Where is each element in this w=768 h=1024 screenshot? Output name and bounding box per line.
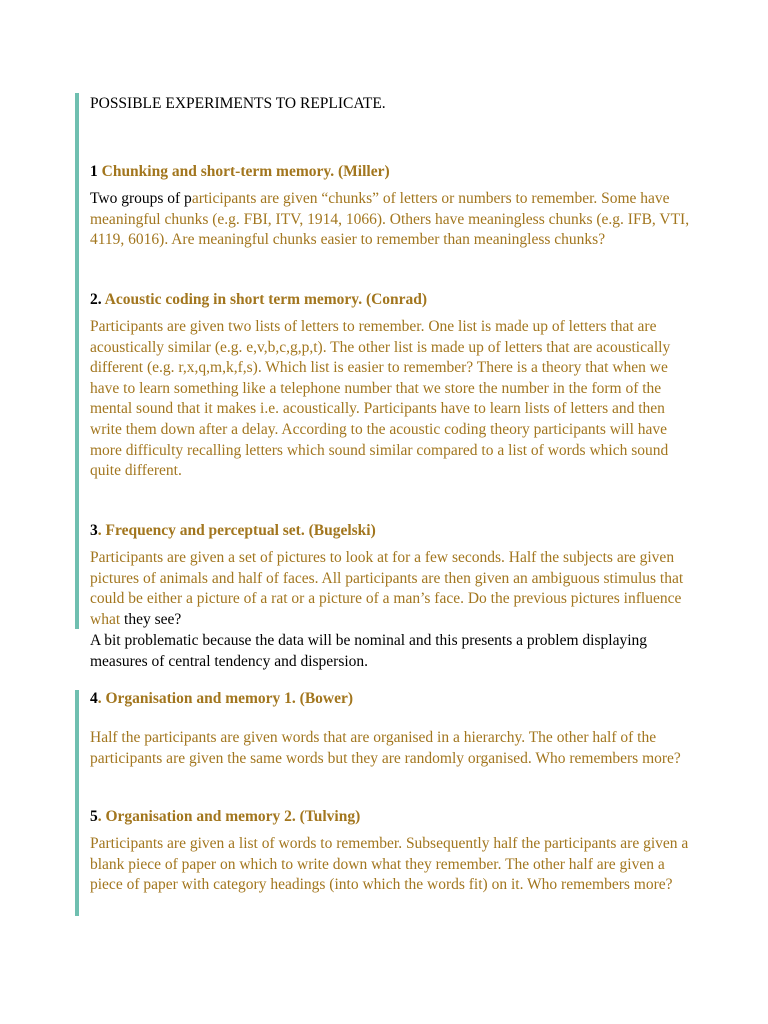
section-3-number: 3 xyxy=(90,522,98,539)
section-2-body: Participants are given two lists of letters to remember. One list is made up of letters that are acoustically similar (e.g. e,v,b,c,g,p,t). The other list is made up of letters that are acoustically different (e.g. r,x,q,m,k,f,s). Which list is easier to remember? There is a theory that when we have to learn something like a telephone number that we store the number in the form of the mental sound that it makes i.e. acoustically. Participants have to learn lists of letters and then write them down after a delay. According to the acoustic coding theory participants will have more difficulty recalling letters which sound similar compared to a list of words which sound quite different. xyxy=(90,318,671,480)
section-1-title: Chunking and short-term memory. (Miller) xyxy=(97,163,390,180)
section-4-heading xyxy=(90,689,690,709)
section-2-number: 2. xyxy=(90,291,102,308)
section-3-body xyxy=(90,548,690,630)
document-title: POSSIBLE EXPERIMENTS TO REPLICATE. xyxy=(90,95,386,112)
section-4-number: 4 xyxy=(90,690,98,707)
section-3-note: A bit problematic because the data will be nominal and this presents a problem displaying measures of central tendency and dispersion. xyxy=(90,632,648,670)
section-1-body-rest: articipants are given “chunks” of letters or numbers to remember. Some have meaningful chunks (e.g. FBI, ITV, 1914, 1066). Others have meaningless chunks (e.g. IFB, VTI, 4119, 6016). Are meaningful chunks easier to remember than meaningless chunks? xyxy=(90,190,690,249)
section-4-title: . Organisation and memory 1. (Bower) xyxy=(97,690,354,707)
section-5-title: . Organisation and memory 2. (Tulving) xyxy=(97,808,361,825)
accent-bar-bottom xyxy=(75,690,79,916)
section-5-body: Participants are given a list of words to remember. Subsequently half the participants are given a blank piece of paper on which to write down what they remember. The other half are given a piece of paper with category headings (into which the words fit) on it. Who remembers more? xyxy=(90,835,689,894)
section-1-body xyxy=(90,189,690,251)
section-4-body: Half the participants are given words that are organised in a hierarchy. The other half of the participants are given the same words but they are randomly organised. Who remembers more? xyxy=(90,729,681,767)
section-1-heading xyxy=(90,162,690,182)
section-5-number: 5 xyxy=(90,808,98,825)
section-1-body-start: Two groups of p xyxy=(90,190,192,207)
section-2-heading xyxy=(90,290,690,310)
section-3-body-end: they see? xyxy=(124,610,182,628)
section-1-number: 1 xyxy=(90,163,98,180)
section-3-title: . Frequency and perceptual set. (Bugelski) xyxy=(97,522,376,539)
section-2-title: Acoustic coding in short term memory. (Conrad) xyxy=(101,291,428,308)
section-3-body-main: Participants are given a set of pictures to look at for a few seconds. Half the subjects are given pictures of animals and half of faces. All participants are then given an ambiguous stimulus that could be either a picture of a rat or a picture of a man’s face. Do the previous pictures influence what xyxy=(90,549,684,628)
section-3-heading xyxy=(90,521,690,541)
accent-bar-top xyxy=(75,93,79,629)
section-5-heading xyxy=(90,807,690,827)
